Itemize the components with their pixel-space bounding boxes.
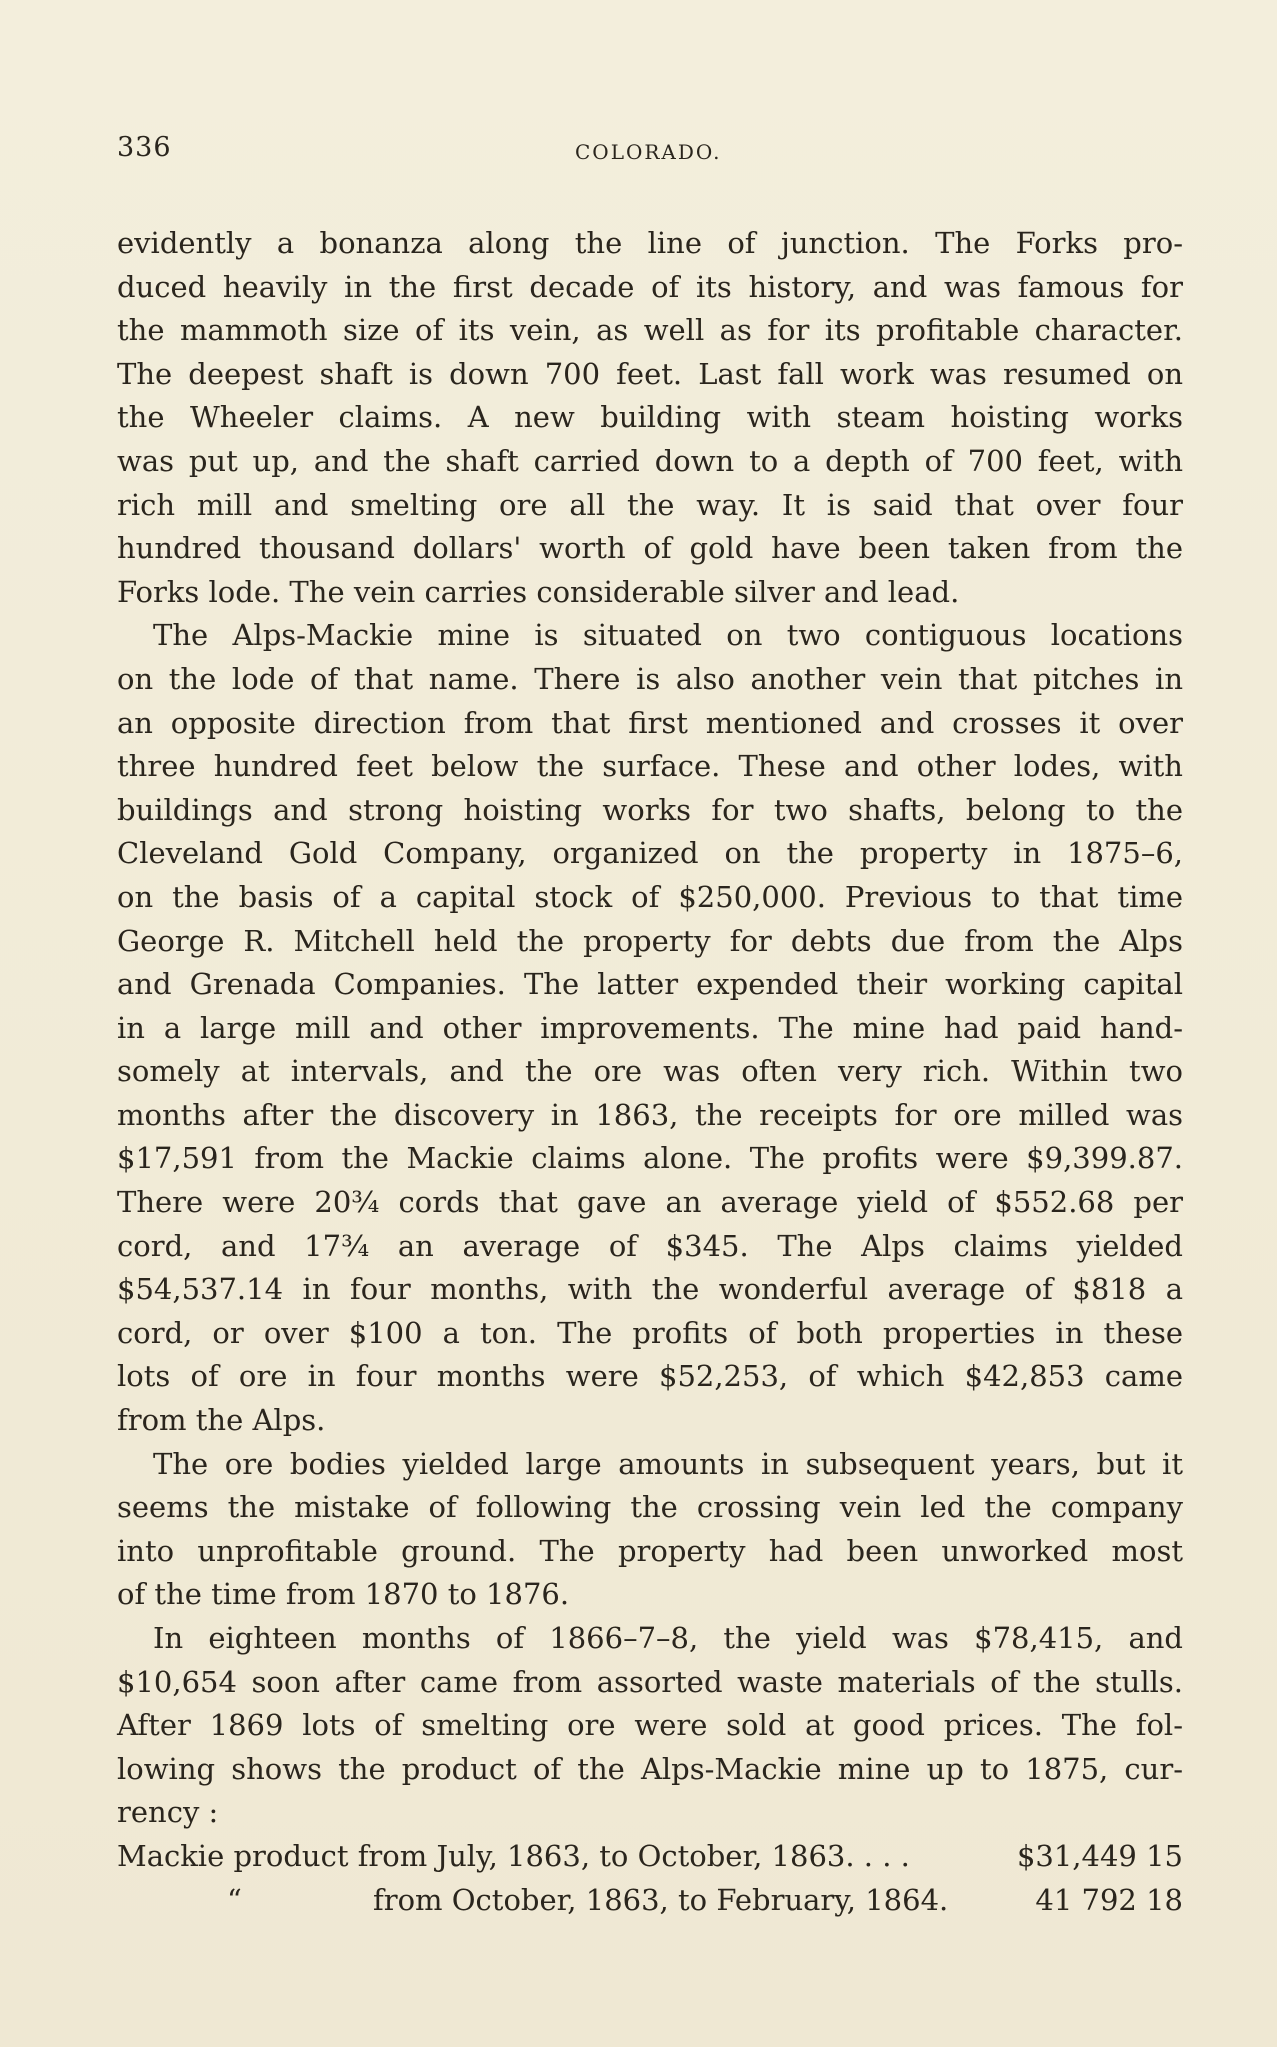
text-line: buildings and strong hoisting works for two shafts, belong to the xyxy=(117,792,1183,827)
text-line: three hundred feet below the surface. These and other lodes, with xyxy=(117,749,1183,784)
text-line: rich mill and smelting ore all the way. It is said that over four xyxy=(117,487,1183,522)
page-header xyxy=(117,132,1187,172)
text-line: Forks lode. The vein carries considerable silver and lead. xyxy=(117,574,960,609)
text-line: The deepest shaft is down 700 feet. Last fall work was resumed on xyxy=(117,356,1183,391)
text-line: After 1869 lots of smelting ore were sold at good prices. The fol- xyxy=(117,1708,1183,1743)
text-line: was put up, and the shaft carried down to a depth of 700 feet, with xyxy=(117,443,1183,478)
text-line: into unprofitable ground. The property had been unworked most xyxy=(117,1533,1183,1568)
product-table-row xyxy=(117,1879,1183,1923)
product-table-row xyxy=(117,1835,1183,1879)
body-text xyxy=(117,222,1183,1922)
text-line: $10,654 soon after came from assorted waste materials of the stulls. xyxy=(117,1664,1183,1699)
text-line: seems the mistake of following the crossing vein led the company xyxy=(117,1490,1183,1525)
running-head: COLORADO. xyxy=(575,140,722,164)
paragraph-lines xyxy=(117,222,1183,1835)
text-line: George R. Mitchell held the property for debts due from the Alps xyxy=(117,923,1183,958)
ditto-mark: “ xyxy=(227,1882,242,1917)
text-line: the Wheeler claims. A new building with steam hoisting works xyxy=(117,400,1183,435)
text-line: from the Alps. xyxy=(117,1403,326,1438)
text-line: the mammoth size of its vein, as well as for its profitable character. xyxy=(117,313,1183,348)
text-line: rency : xyxy=(117,1795,219,1830)
product-description: Mackie product from July, 1863, to October, 1863. . . . xyxy=(117,1838,910,1873)
product-amount: 41 792 18 xyxy=(1035,1882,1183,1917)
text-line: in a large mill and other improvements. The mine had paid hand- xyxy=(117,1010,1183,1045)
text-line: on the basis of a capital stock of $250,000. Previous to that time xyxy=(117,879,1183,914)
text-line: The Alps-Mackie mine is situated on two contiguous locations xyxy=(153,618,1183,653)
text-line: lowing shows the product of the Alps-Mackie mine up to 1875, cur- xyxy=(117,1751,1183,1786)
text-line: cord, and 17¾ an average of $345. The Alps claims yielded xyxy=(117,1228,1183,1263)
product-amount: $31,449 15 xyxy=(1016,1838,1183,1873)
text-line: $17,591 from the Mackie claims alone. The profits were $9,399.87. xyxy=(117,1141,1183,1176)
text-line: Cleveland Gold Company, organized on the property in 1875–6, xyxy=(117,836,1183,871)
text-line: months after the discovery in 1863, the receipts for ore milled was xyxy=(117,1097,1183,1132)
page-number: 336 xyxy=(117,132,172,163)
text-line: $54,537.14 in four months, with the wonderful average of $818 a xyxy=(117,1272,1183,1307)
text-line: on the lode of that name. There is also another vein that pitches in xyxy=(117,661,1183,696)
text-line: somely at intervals, and the ore was often very rich. Within two xyxy=(117,1054,1183,1089)
text-line: cord, or over $100 a ton. The profits of both properties in these xyxy=(117,1315,1183,1350)
text-line: hundred thousand dollars' worth of gold have been taken from the xyxy=(117,531,1183,566)
text-line: lots of ore in four months were $52,253, of which $42,853 came xyxy=(117,1359,1183,1394)
text-line: an opposite direction from that first mentioned and crosses it over xyxy=(117,705,1183,740)
product-description: from October, 1863, to February, 1864. xyxy=(373,1882,949,1917)
text-line: evidently a bonanza along the line of junction. The Forks pro- xyxy=(117,226,1183,260)
text-line: In eighteen months of 1866–7–8, the yield was $78,415, and xyxy=(153,1621,1183,1655)
text-line: of the time from 1870 to 1876. xyxy=(117,1577,570,1612)
text-line: The ore bodies yielded large amounts in subsequent years, but it xyxy=(153,1446,1183,1481)
text-line: There were 20¾ cords that gave an average yield of $552.68 per xyxy=(117,1185,1183,1220)
text-line: duced heavily in the first decade of its history, and was famous for xyxy=(117,269,1183,304)
text-line: and Grenada Companies. The latter expended their working capital xyxy=(117,967,1183,1002)
